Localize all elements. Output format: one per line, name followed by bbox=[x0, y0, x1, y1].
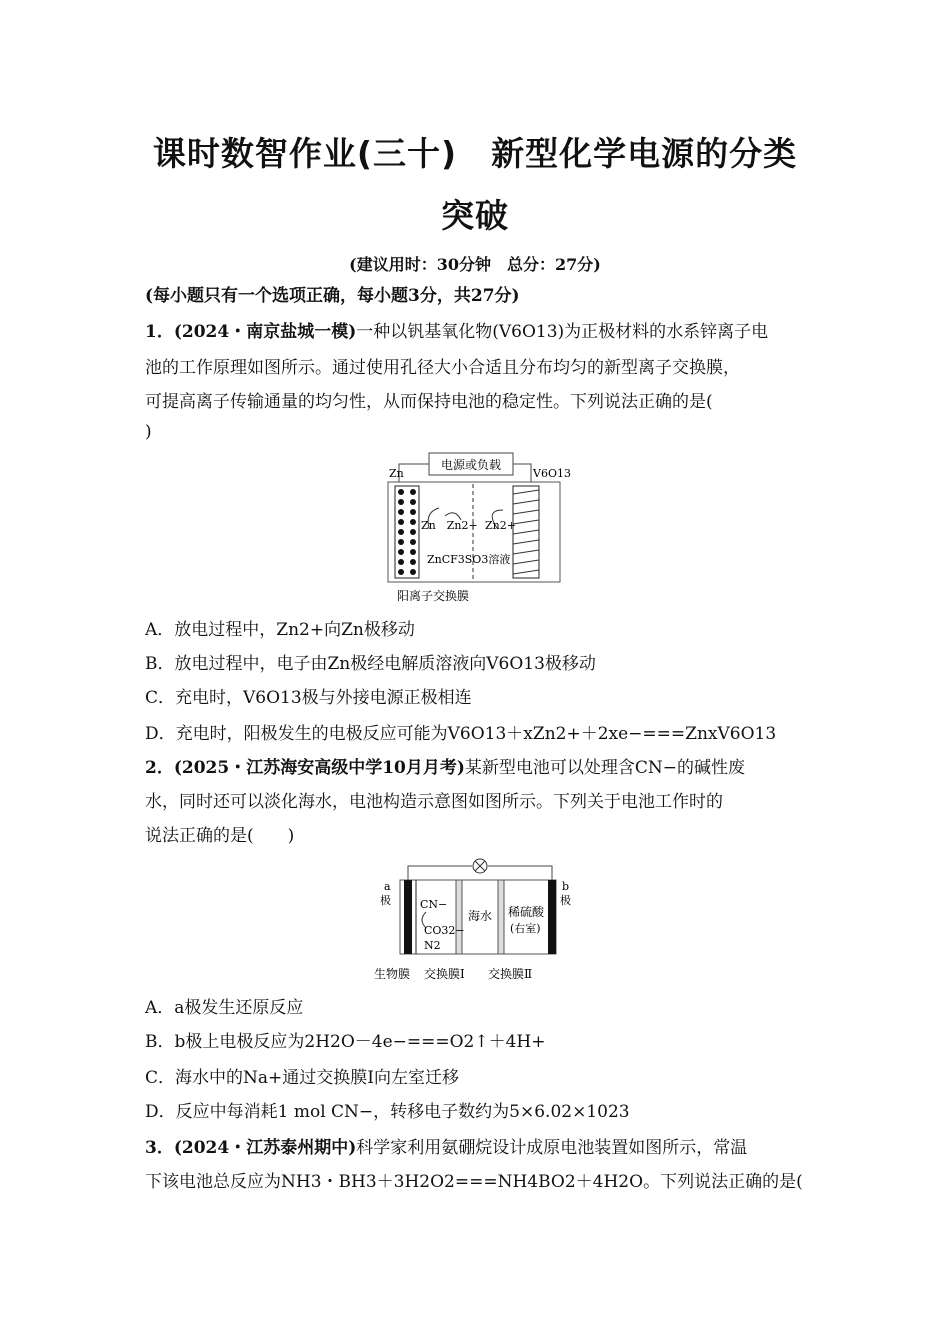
page-title: 课时数智作业(三十) 新型化学电源的分类 bbox=[152, 134, 798, 173]
bottom-label-3: 交换膜Ⅱ bbox=[488, 967, 533, 981]
q2-number: 2． bbox=[145, 758, 174, 778]
exchange-membrane-1 bbox=[456, 880, 462, 954]
q1-line1 bbox=[145, 320, 815, 344]
b-electrode bbox=[548, 880, 556, 954]
q1-number: 1． bbox=[145, 322, 174, 342]
a-electrode bbox=[404, 880, 412, 954]
q3-source: (2024・江苏泰州期中) bbox=[173, 1138, 357, 1158]
a-label-pole: 极 bbox=[380, 894, 391, 907]
bottom-label-2: 交换膜Ⅰ bbox=[424, 967, 465, 981]
ion-label-left: Zn Zn2+ bbox=[421, 519, 478, 532]
q2-option-a: A．a极发生还原反应 bbox=[145, 998, 304, 1018]
q1-option-c: C．充电时，V6O13极与外接电源正极相连 bbox=[145, 688, 472, 708]
exchange-membrane-2 bbox=[498, 880, 504, 954]
page-title-continued: 突破 bbox=[441, 196, 509, 235]
middle-label: 海水 bbox=[468, 909, 493, 923]
species-co3: CO32− bbox=[424, 924, 465, 937]
time-info: (建议用时：30分钟 总分：27分) bbox=[349, 255, 601, 274]
q2-battery-figure bbox=[372, 856, 582, 986]
q1-text-line1: 一种以钒基氧化物(V6O13)为正极材料的水系锌离子电 bbox=[356, 322, 769, 342]
q1-line4: ) bbox=[145, 422, 152, 442]
species-n2: N2 bbox=[424, 939, 441, 952]
right-label-1: 稀硫酸 bbox=[508, 905, 545, 919]
power-load-label: 电源或负载 bbox=[440, 458, 502, 472]
q2-line2: 水，同时还可以淡化海水，电池构造示意图如图所示。下列关于电池工作时的 bbox=[145, 792, 723, 812]
q1-option-a: A．放电过程中，Zn2+向Zn极移动 bbox=[145, 620, 415, 640]
q1-battery-figure bbox=[385, 450, 575, 608]
q2-line1 bbox=[145, 756, 815, 780]
b-label: b bbox=[562, 880, 570, 893]
q3-line2: 下该电池总反应为NH3・BH3＋3H2O2===NH4BO2＋4H2O。下列说法正确的是( bbox=[145, 1172, 803, 1192]
q2-text-line1: 某新型电池可以处理含CN−的碱性废 bbox=[464, 758, 746, 778]
solution-label: ZnCF3SO3溶液 bbox=[427, 553, 511, 566]
q3-number: 3． bbox=[145, 1138, 174, 1158]
a-label: a bbox=[384, 880, 391, 893]
q1-option-d: D．充电时，阳极发生的电极反应可能为V6O13＋xZn2+＋2xe−===ZnxV6O13 bbox=[145, 724, 777, 744]
b-label-pole: 极 bbox=[560, 894, 571, 907]
right-electrode-label: V6O13 bbox=[533, 467, 571, 480]
q1-line3: 可提高离子传输通量的均匀性，从而保持电池的稳定性。下列说法正确的是( bbox=[145, 392, 713, 412]
q2-option-b: B．b极上电极反应为2H2O－4e−===O2↑＋4H+ bbox=[145, 1032, 546, 1052]
q3-line1 bbox=[145, 1136, 815, 1160]
q2-option-d: D．反应中每消耗1 mol CN−，转移电子数约为5×6.02×1023 bbox=[145, 1102, 630, 1122]
q1-line2: 池的工作原理如图所示。通过使用孔径大小合适且分布均匀的新型离子交换膜， bbox=[145, 358, 740, 378]
instruction: (每小题只有一个选项正确，每小题3分，共27分) bbox=[145, 286, 520, 306]
q2-source: (2025・江苏海安高级中学10月月考) bbox=[173, 758, 465, 778]
membrane-label: 阳离子交换膜 bbox=[397, 589, 470, 603]
right-label-2: (右室) bbox=[510, 922, 541, 935]
left-electrode-label: Zn bbox=[389, 467, 404, 480]
species-cn: CN− bbox=[420, 898, 448, 911]
bottom-label-1: 生物膜 bbox=[374, 967, 411, 981]
q3-text-line1: 科学家利用氨硼烷设计成原电池装置如图所示，常温 bbox=[356, 1138, 748, 1158]
ion-label-right: Zn2+ bbox=[485, 519, 516, 532]
q2-option-c: C．海水中的Na+通过交换膜Ⅰ向左室迁移 bbox=[145, 1068, 459, 1088]
q1-source: (2024・南京盐城一模) bbox=[173, 322, 357, 342]
q2-line3: 说法正确的是( ) bbox=[145, 826, 295, 846]
q1-option-b: B．放电过程中，电子由Zn极经电解质溶液向V6O13极移动 bbox=[145, 654, 596, 674]
